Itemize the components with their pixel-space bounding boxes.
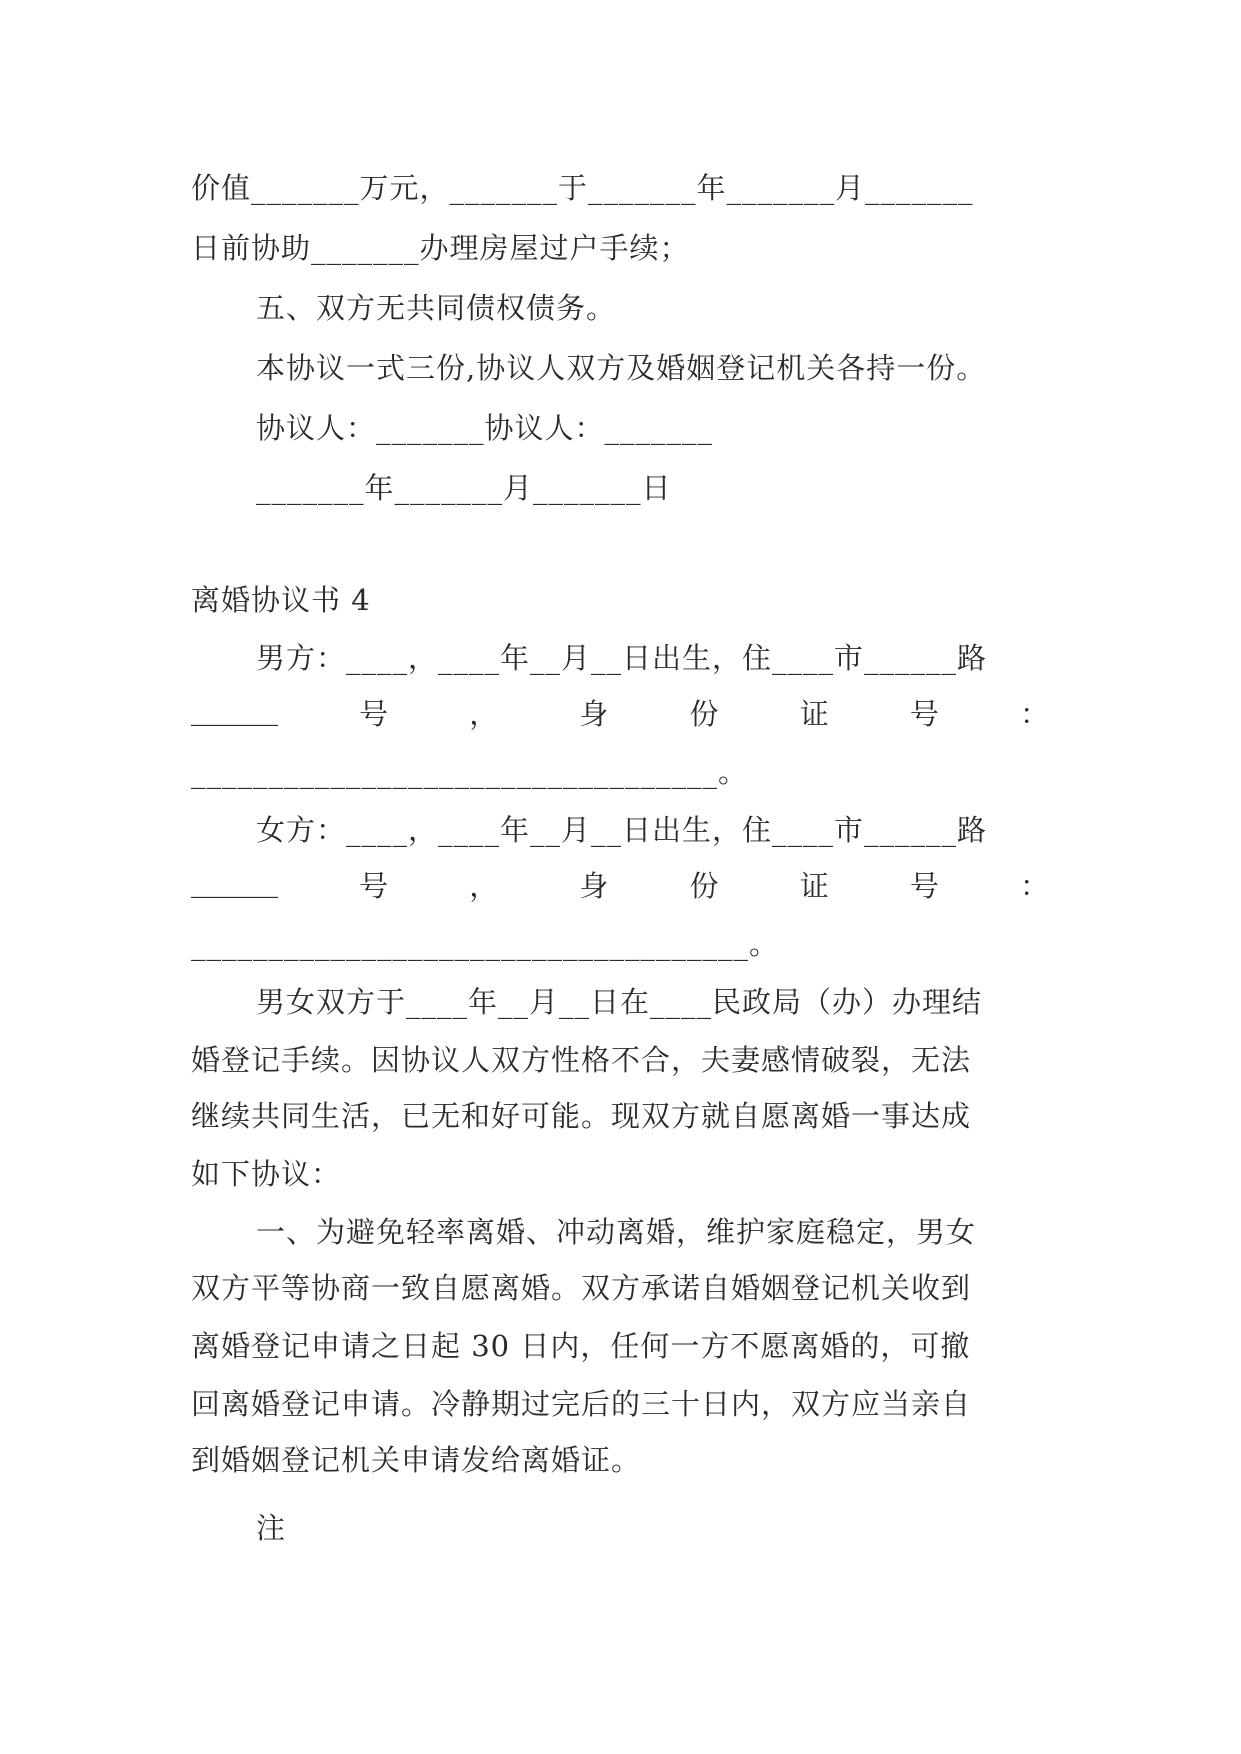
clause-line: 回离婚登记申请。冷静期过完后的三十日内，双方应当亲自 (191, 1387, 972, 1421)
body-line: 如下协议： (191, 1157, 342, 1191)
clause-line: 双方平等协商一致自愿离婚。双方承诺自婚姻登记机关收到 (191, 1271, 972, 1305)
text-line: 本协议一式三份,协议人双方及婚姻登记机关各持一份。 (256, 351, 987, 385)
female-info-line: 女方：____，____年__月__日出生，住____市______路 (256, 813, 988, 847)
trailing-text: 注 (256, 1511, 287, 1545)
body-line: 婚登记手续。因协议人双方性格不合，夫妻感情破裂，无法 (191, 1043, 972, 1077)
clause-line: 到婚姻登记机关申请发给离婚证。 (191, 1443, 642, 1477)
signature-line: 协议人：_______协议人：_______ (256, 411, 714, 445)
text-line: 五、双方无共同债权债务。 (256, 291, 617, 325)
clause-line: 离婚登记申请之日起 30 日内，任何一方不愿离婚的，可撤 (191, 1329, 971, 1363)
male-id-blank: __________________________________。 (191, 755, 749, 789)
text-line: 价值_______万元，_______于_______年_______月_______ (191, 171, 974, 205)
section-title: 离婚协议书 4 (191, 583, 371, 617)
male-id-row: ______ 号 ， 身 份 证 号 ： (191, 692, 1049, 731)
female-id-blank: ____________________________________。 (191, 927, 780, 961)
clause-line: 一、为避免轻率离婚、冲动离婚，维护家庭稳定，男女 (256, 1215, 977, 1249)
blank: ______ (191, 864, 278, 898)
body-line: 男女双方于____年__月__日在____民政局（办）办理结 (256, 985, 983, 1019)
body-line: 继续共同生活，已无和好可能。现双方就自愿离婚一事达成 (191, 1099, 972, 1133)
male-info-line: 男方：____，____年__月__日出生，住____市______路 (256, 641, 988, 675)
text-line: 日前协助_______办理房屋过户手续； (191, 231, 690, 265)
female-id-row: ______ 号 ， 身 份 证 号 ： (191, 864, 1049, 903)
blank: ______ (191, 692, 278, 726)
date-line: _______年_______月_______日 (256, 471, 672, 505)
